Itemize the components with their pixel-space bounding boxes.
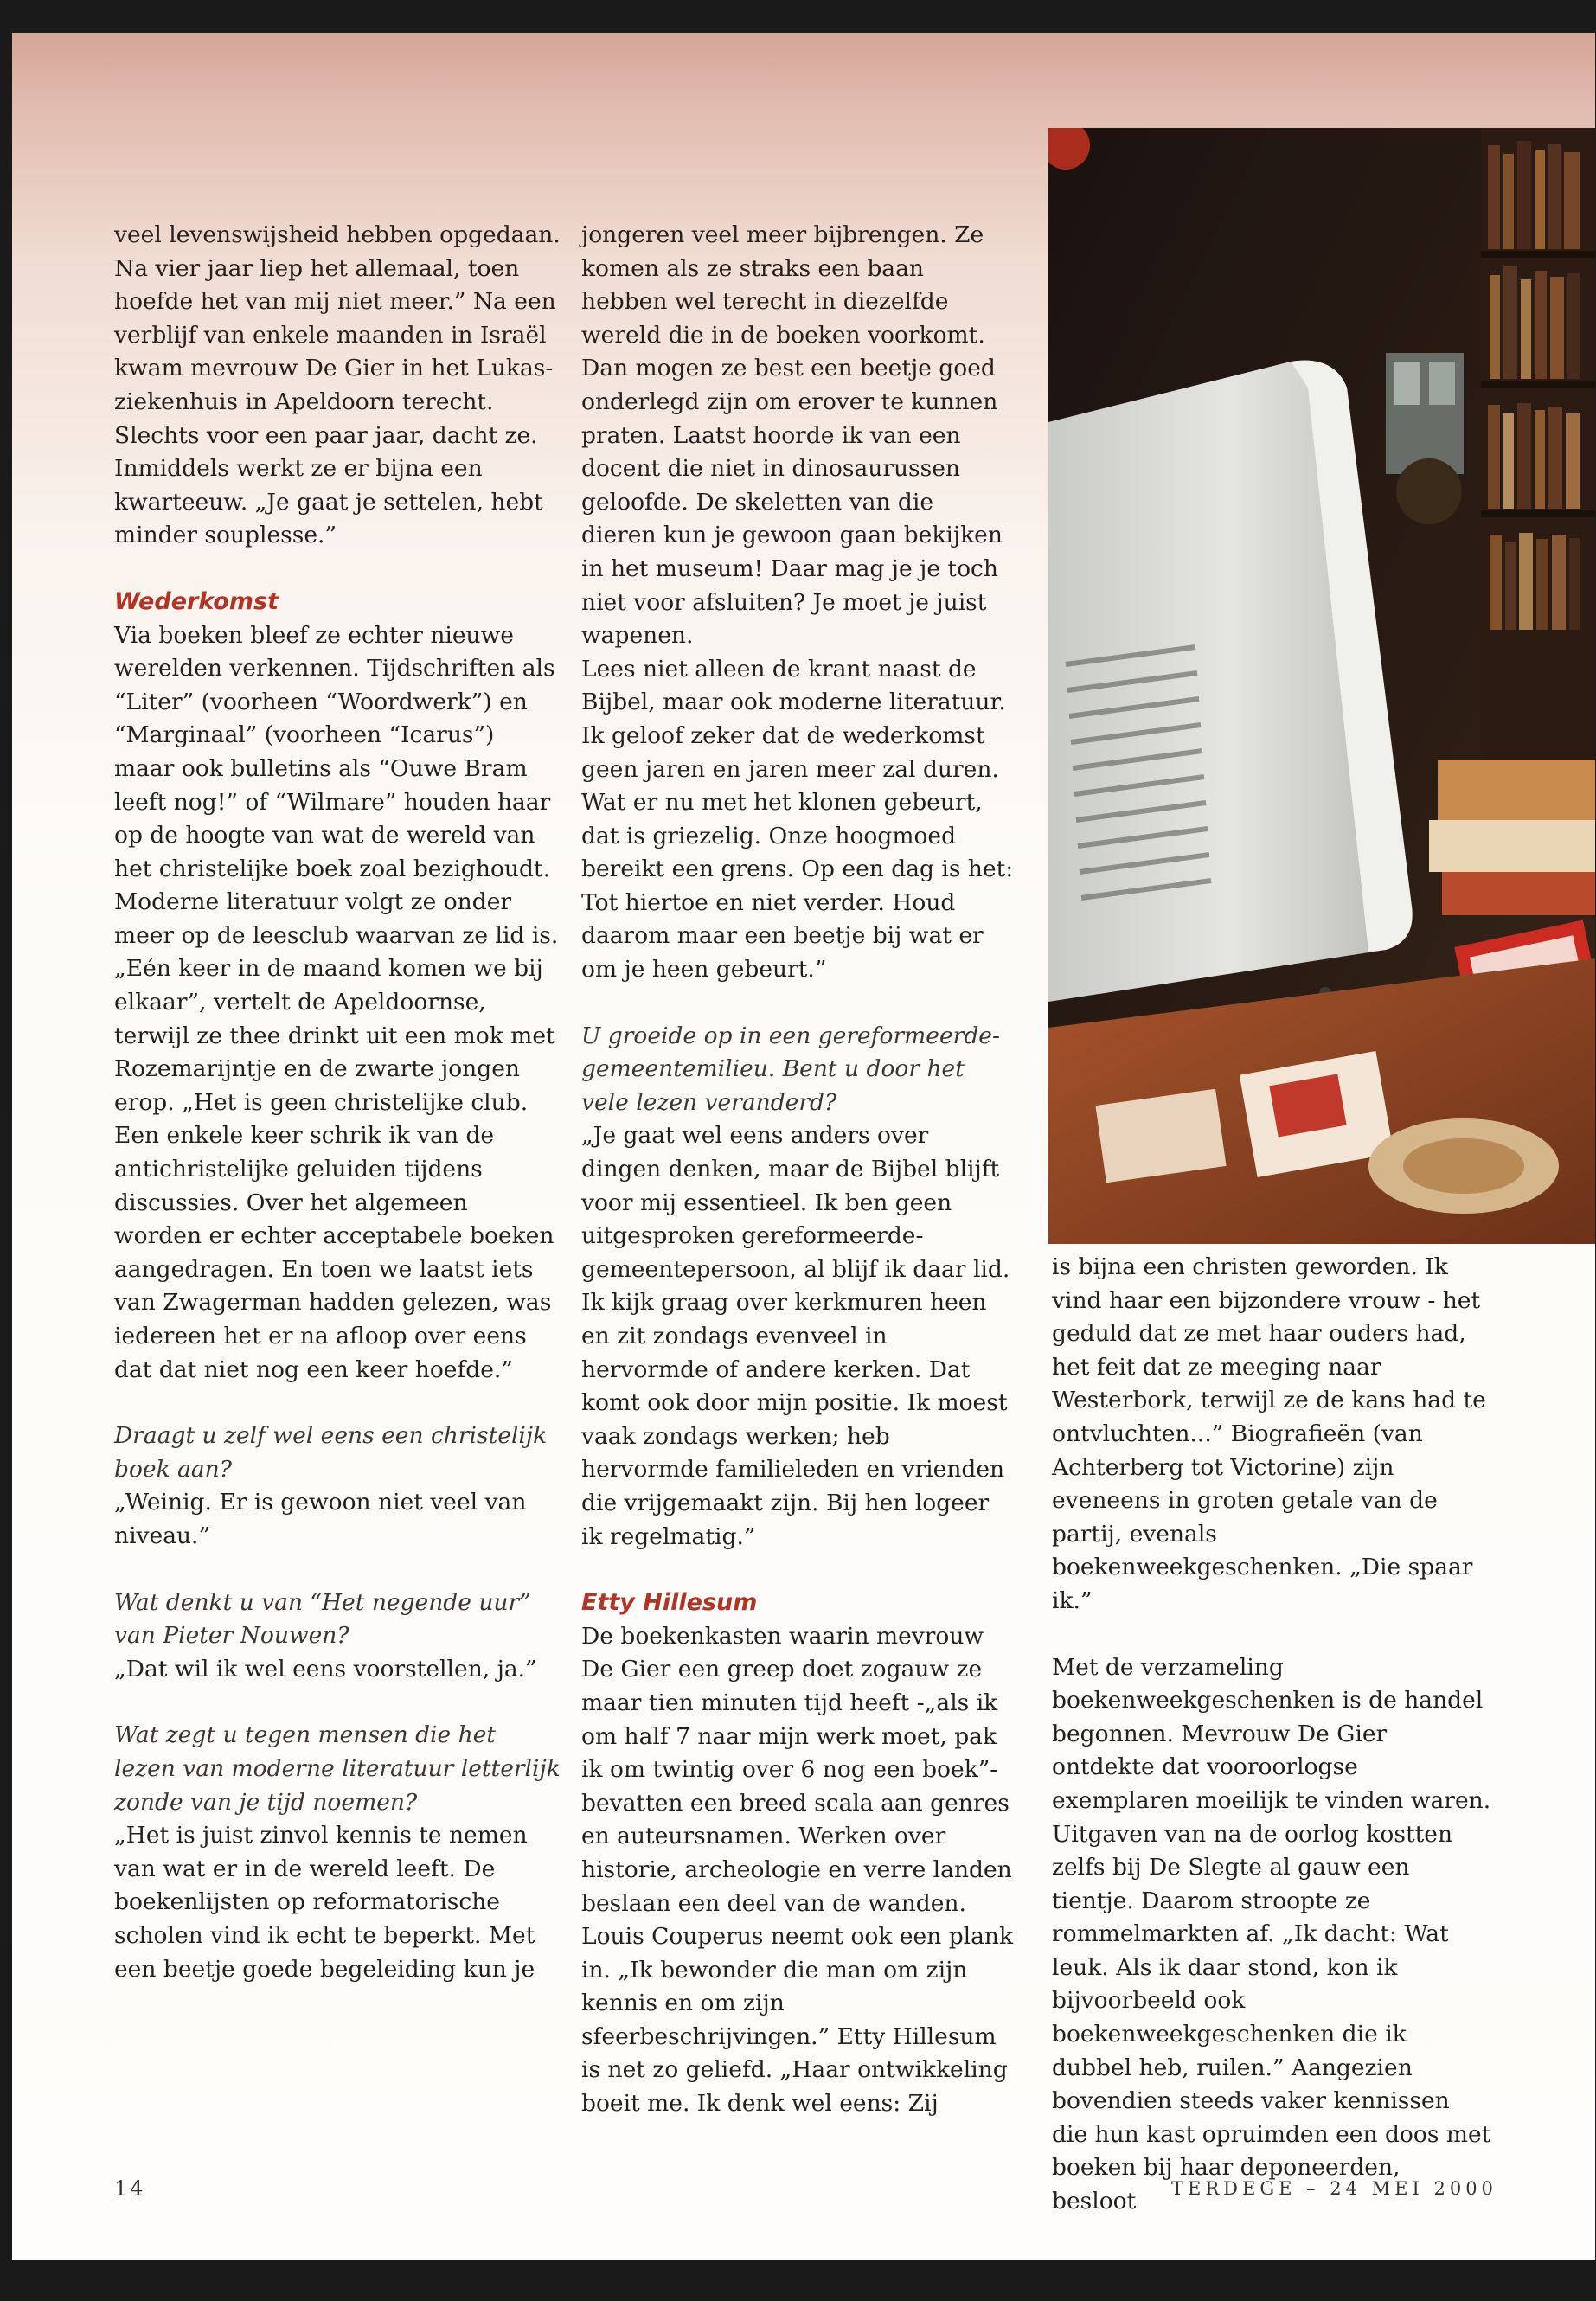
interview-question: Wat denkt u van “Het negende uur” van Pieter Nouwen? <box>114 1588 531 1650</box>
paragraph: jongeren veel meer bijbrengen. Ze komen als ze straks een baan hebben wel terecht in diezelfde wereld die in de boeken voorkomt. Dan mogen ze best een beetje goed onderlegd zijn om erover te kunnen praten. Laatst hoorde ik van een docent die niet in dinosaurussen geloofde. De skeletten van die dieren kun je gewoon gaan bekijken in het museum! Daar mag je je toch niet voor afsluiten? Je moet je juist wapenen. <box>581 221 1003 650</box>
text-column-right <box>1052 1251 1491 2219</box>
paragraph: veel levenswijsheid hebben opgedaan. Na vier jaar liep het allemaal, toen hoefde het van mij niet meer.” Na een verblijf van enkele maanden in Israël kwam mevrouw De Gier in het Lukas-ziekenhuis in Apeldoorn terecht. Slechts voor een paar jaar, dacht ze. Inmiddels werkt ze er bijna een kwarteeuw. „Je gaat je settelen, hebt minder souplesse.” <box>114 221 561 549</box>
magazine-page <box>12 33 1595 2260</box>
text-column-left <box>114 219 561 1986</box>
interview-answer: „Weinig. Er is gewoon niet veel van niveau.” <box>114 1489 527 1549</box>
paragraph: Met de verzameling boekenweekgeschenken is de handel begonnen. Mevrouw De Gier ontdekte dat vooroorlogse exemplaren moeilijk te vinden waren. Uitgaven van na de oorlog kostten zelfs bij De Slegte al gauw een tientje. Daarom stroopte ze rommelmarkten af. „Ik dacht: Wat leuk. Als ik daar stond, kon ik bijvoorbeeld ook boekenweekgeschenken die ik dubbel heb, ruilen.” Aangezien bovendien steeds vaker kennissen die hun kast opruimden een doos met boeken bij haar deponeerden, besloot <box>1052 1653 1491 2215</box>
subheading-wederkomst: Wederkomst <box>114 587 279 615</box>
interview-question: U groeide op in een gereformeerde-gemeentemilieu. Bent u door het vele lezen veranderd? <box>581 1022 1000 1116</box>
interview-question: Wat zegt u tegen mensen die het lezen van moderne literatuur letterlijk zonde van je tijd noemen? <box>114 1721 561 1816</box>
interview-answer: „Je gaat wel eens anders over dingen denken, maar de Bijbel blijft voor mij essentieel. Ik ben geen uitgesproken gereformeerde-gemeentepersoon, al blijf ik daar lid. Ik kijk graag over kerkmuren heen en zit zondags evenveel in hervormde of andere kerken. Dat komt ook door mijn positie. Ik moest vaak zondags werken; heb hervormde familieleden en vrienden die vrijgemaakt zijn. Bij hen logeer ik regelmatig.” <box>581 1122 1010 1550</box>
interview-answer: „Dat wil ik wel eens voorstellen, ja.” <box>114 1655 537 1682</box>
publication-footer: TERDEGE – 24 MEI 2000 <box>1171 2178 1497 2199</box>
subheading-etty-hillesum: Etty Hillesum <box>581 1589 758 1617</box>
interview-answer: „Het is juist zinvol kennis te nemen van wat er in de wereld leeft. De boekenlijsten op reformatorische scholen vind ik echt te beperkt. Met een beetje goede begeleiding kun je <box>114 1822 535 1983</box>
paragraph: Via boeken bleef ze echter nieuwe werelden verkennen. Tijdschriften als “Liter” (voorheen “Woordwerk”) en “Marginaal” (voorheen “Icarus”) maar ook bulletins als “Ouwe Bram leeft nog!” of “Wilmare” houden haar op de hoogte van wat de wereld van het christelijke boek zoal bezighoudt. Moderne literatuur volgt ze onder meer op de leesclub waarvan ze lid is. <box>114 621 559 949</box>
paragraph: Lees niet alleen de krant naast de Bijbel, maar ook moderne literatuur. Ik geloof zeker dat de wederkomst geen jaren en jaren meer zal duren. Wat er nu met het klonen gebeurt, dat is griezelig. Onze hoogmoed bereikt een grens. Op een dag is het: Tot hiertoe en niet verder. Houd daarom maar een beetje bij wat er om je heen gebeurt.” <box>581 655 1014 984</box>
photo-computer-and-books <box>1048 128 1595 1244</box>
page-number: 14 <box>114 2176 146 2201</box>
interview-question: Draagt u zelf wel eens een christelijk boek aan? <box>114 1422 548 1483</box>
text-column-middle <box>581 219 1014 2121</box>
paragraph: is bijna een christen geworden. Ik vind haar een bijzondere vrouw - het geduld dat ze met haar ouders had, het feit dat ze meeging naar Westerbork, terwijl ze de kans had te ontvluchten...” Biografieën (van Achterberg tot Victorine) zijn eveneens in groten getale van de partij, evenals boekenweekgeschenken. „Die spaar ik.” <box>1052 1253 1486 1614</box>
paragraph: De boekenkasten waarin mevrouw De Gier een greep doet zogauw ze maar tien minuten tijd heeft -„als ik om half 7 naar mijn werk moet, pak ik om twintig over 6 nog een boek”- bevatten een breed scala aan genres en auteursnamen. Werken over historie, archeologie en verre landen beslaan een deel van de wanden. Louis Couperus neemt ook een plank in. „Ik bewonder die man om zijn kennis en om zijn sfeerbeschrijvingen.” Etty Hillesum is net zo geliefd. „Haar ontwikkeling boeit me. Ik denk wel eens: Zij <box>581 1622 1014 2118</box>
paragraph: „Eén keer in de maand komen we bij elkaar”, vertelt de Apeldoornse, terwijl ze thee drinkt uit een mok met Rozemarijntje en de zwarte jongen erop. „Het is geen christelijke club. Een enkele keer schrik ik van de antichristelijke geluiden tijdens discussies. Over het algemeen worden er echter acceptabele boeken aangedragen. En toen we laatst iets van Zwagerman hadden gelezen, was iedereen het er na afloop over eens dat dat niet nog een keer hoefde.” <box>114 955 555 1383</box>
